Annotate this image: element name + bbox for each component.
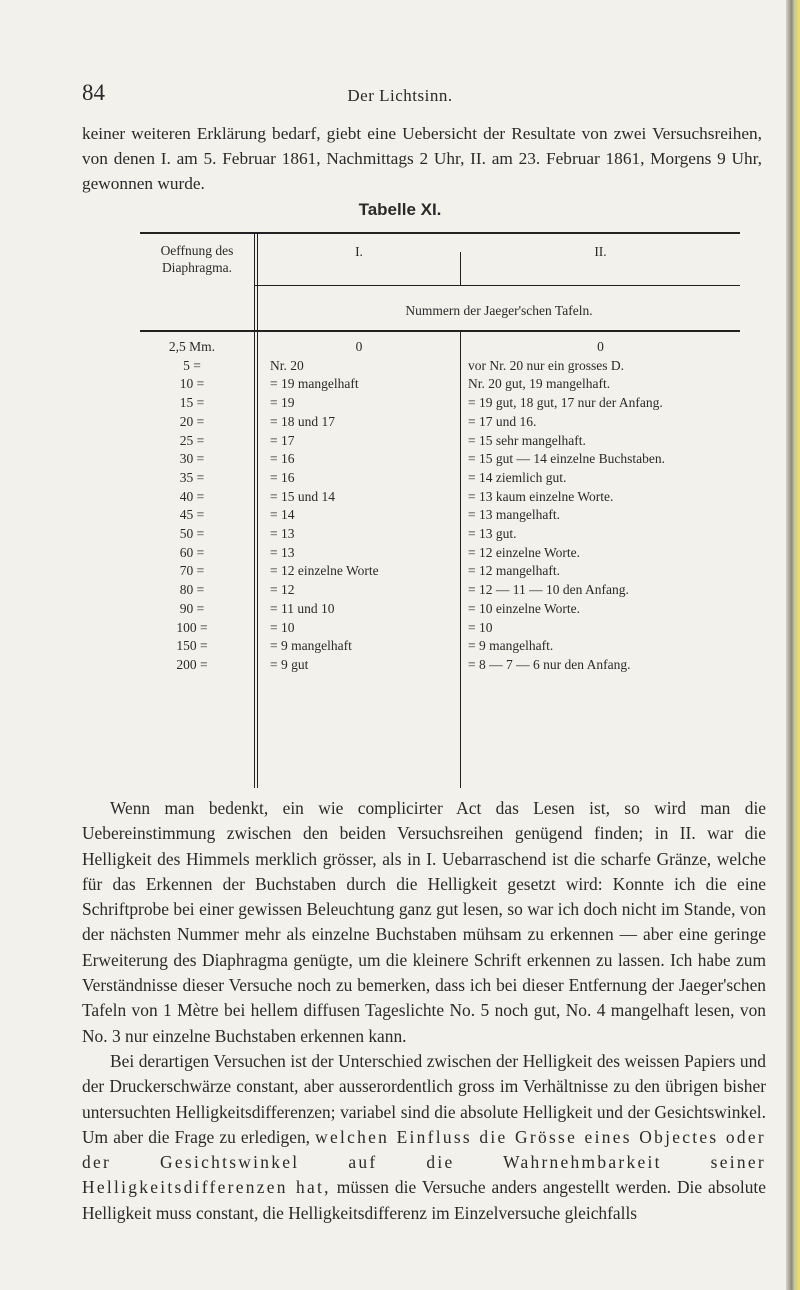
table-cell-opening: 40 = — [179, 488, 205, 504]
table-cell-series-1: = 9 gut — [270, 656, 309, 672]
table-cell-series-1: = 16 — [270, 469, 295, 485]
table-cell-opening: 45 = — [179, 507, 205, 523]
header-series-2: II. — [594, 244, 607, 259]
table-cell-series-1: = 16 — [270, 451, 295, 467]
table-col-rule-1 — [254, 232, 255, 788]
table-cell-series-2: 0 — [597, 339, 604, 354]
table-cell-series-2: = 12 einzelne Worte. — [468, 544, 580, 560]
header-jaeger-tables: Nummern der Jaeger'schen Tafeln. — [405, 303, 593, 318]
running-head: Der Lichtsinn. — [347, 86, 453, 105]
table-cell-opening: 80 = — [179, 582, 205, 598]
table-cell-opening: 20 = — [179, 413, 205, 429]
table-cell-series-2: = 8 — 7 — 6 nur den Anfang. — [468, 656, 631, 672]
table-cell-series-2: = 13 mangelhaft. — [468, 507, 560, 523]
table-cell-series-1: = 19 mangelhaft — [270, 376, 359, 392]
table-cell-series-1: = 12 — [270, 582, 295, 598]
paragraph-2-emphasis: welchen Einfluss die Grösse eines Objectes oder der Gesichtswinkel auf die Wahrnehmbarkeit seiner Helligkeitsdifferenzen hat, — [82, 1126, 766, 1198]
table-cell-series-1: = 15 und 14 — [270, 488, 335, 504]
table-cell-series-2: = 13 gut. — [468, 526, 517, 541]
table-cell-opening: 5 = — [183, 357, 201, 373]
table-header-rule — [140, 330, 740, 332]
table-cell-opening: 35 = — [179, 469, 205, 485]
table-cell-opening: 10 = — [179, 376, 205, 392]
table-cell-opening: 90 = — [179, 600, 205, 616]
table-cell-opening: 70 = — [179, 563, 205, 579]
table-cell-series-2: = 15 gut — 14 einzelne Buchstaben. — [468, 451, 665, 467]
table-cell-opening: 30 = — [179, 451, 205, 467]
table-title: Tabelle XI. — [358, 200, 442, 219]
table-cell-series-2: vor Nr. 20 nur ein grosses D. — [468, 357, 624, 373]
table-cell-series-1: = 14 — [270, 507, 295, 523]
table-cell-series-2: = 14 ziemlich gut. — [468, 469, 567, 485]
header-series-1: I. — [355, 244, 363, 259]
page-edge-shadow — [786, 0, 800, 1290]
table-cell-series-1: = 19 — [270, 395, 295, 411]
paragraph-2-start: Bei derartigen Versuchen ist der Unterschied zwischen der Helligkeit des weissen Papiers und der Druckerschwärze constant, aber ausserordentlich gross im Verhältnisse zu den übrigen bisher untersuchten Helligkeitsdifferenzen; variabel sind die absolute Helligkeit und der Gesichtswinkel. Um aber die Frage zu erledigen, — [82, 1050, 766, 1147]
table-cell-series-2: Nr. 20 gut, 19 mangelhaft. — [468, 376, 611, 392]
paragraph-2 — [82, 1049, 766, 1226]
table-cell-series-2: = 10 — [468, 619, 493, 635]
table-cell-series-2: = 9 mangelhaft. — [468, 638, 554, 654]
table-cell-series-2: = 13 kaum einzelne Worte. — [468, 488, 614, 504]
table-cell-series-1: = 18 und 17 — [270, 413, 335, 429]
table-cell-series-2: = 17 und 16. — [468, 413, 537, 429]
table-cell-opening: 150 = — [176, 638, 208, 654]
paragraph-1: Wenn man bedenkt, ein wie complicirter Act das Lesen ist, so wird man die Uebereinstimmung zwischen den beiden Versuchsreihen genügend finden; in II. war die Helligkeit des Himmels merklich grösser, als in I. Uebarraschend ist die scharfe Gränze, welche für das Erkennen der Buchstaben durch die Helligkeit gesetzt wird: Konnte ich die eine Schriftprobe bei einer gewissen Beleuchtung ganz gut lesen, so war ich doch nicht im Stande, von der nächsten Nummer mehr als einzelne Buchstaben mühsam zu erkennen — aber eine geringe Erweiterung des Diaphragma genügte, um die kleinere Schrift erkennen zu lassen. Ich habe zum Verständnisse dieser Versuche noch zu bemerken, dass ich bei dieser Entfernung der Jaeger'schen Tafeln von 1 Mètre bei hellem diffusen Tageslichte No. 5 noch gut, No. 4 mangelhaft lesen, von No. 3 nur einzelne Buchstaben erkennen kann. — [82, 798, 766, 1046]
table-cell-series-2: = 12 — 11 — 10 den Anfang. — [468, 582, 629, 598]
table-cell-series-2: = 15 sehr mangelhaft. — [468, 432, 586, 448]
table-cell-opening: 60 = — [179, 544, 205, 560]
table-subheader-rule — [255, 285, 740, 286]
table-cell-opening: 50 = — [179, 526, 205, 541]
table-cell-series-1: = 11 und 10 — [270, 600, 335, 616]
table-cell-opening: 200 = — [176, 656, 208, 672]
intro-paragraph: keiner weiteren Erklärung bedarf, giebt eine Uebersicht der Resultate von zwei Versuchsreihen, von denen I. am 5. Februar 1861, Nachmittags 2 Uhr, II. am 23. Februar 1861, Morgens 9 Uhr, gewonnen wurde. — [82, 124, 762, 193]
header-opening: Oeffnung des Diaphragma. — [160, 243, 234, 275]
table-cell-opening: 25 = — [179, 432, 205, 448]
table-cell-series-1: = 10 — [270, 619, 295, 635]
table-cell-opening: 2,5 Mm. — [168, 339, 216, 354]
table-cell-series-1: 0 — [355, 339, 363, 354]
table-cell-series-1: Nr. 20 — [270, 357, 304, 373]
table-cell-series-1: = 12 einzelne Worte — [270, 563, 379, 579]
paragraph-2-end: müssen die Versuche anders angestellt werden. Die absolute Helligkeit muss constant, die Helligkeitsdifferenz im Einzelversuche gleichfalls — [82, 1177, 766, 1223]
table-cell-series-2: = 19 gut, 18 gut, 17 nur der Anfang. — [468, 395, 663, 411]
results-table — [140, 232, 780, 790]
body-text — [82, 796, 766, 1226]
table-cell-series-2: = 10 einzelne Worte. — [468, 600, 580, 616]
table-cell-series-1: = 13 — [270, 526, 295, 541]
table-cell-series-1: = 17 — [270, 432, 295, 448]
table-cell-series-1: = 9 mangelhaft — [270, 638, 352, 654]
table-col-rule-3 — [460, 330, 461, 788]
page-number: 84 — [82, 80, 105, 105]
table-top-rule — [140, 232, 740, 234]
table-cell-opening: 15 = — [179, 395, 205, 411]
table-cell-series-1: = 13 — [270, 544, 295, 560]
table-cell-opening: 100 = — [176, 619, 208, 635]
table-cell-series-2: = 12 mangelhaft. — [468, 563, 560, 579]
